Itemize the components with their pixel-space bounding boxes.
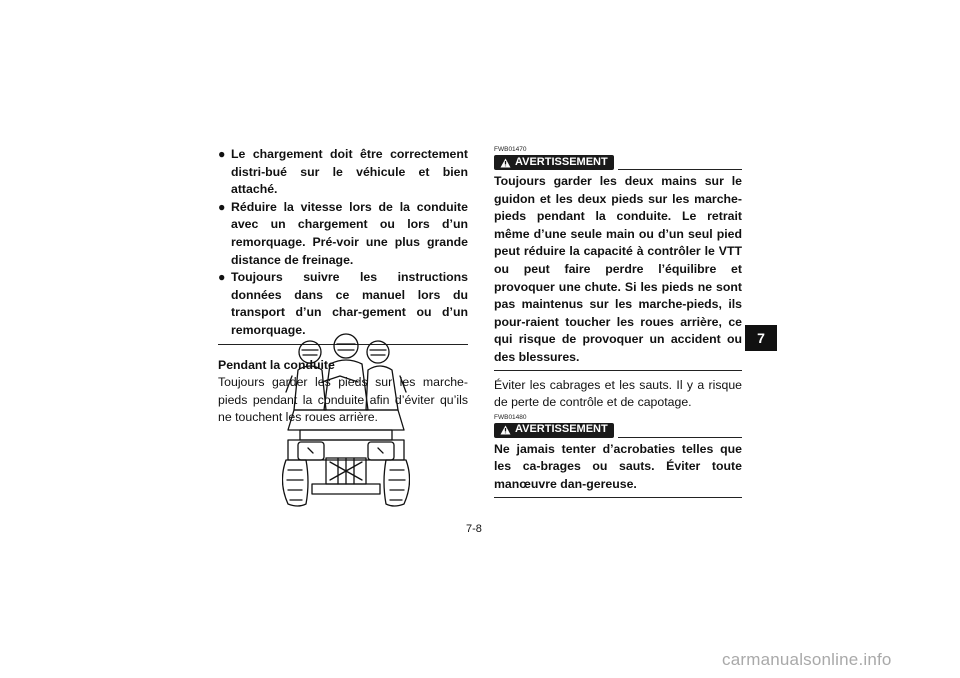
bullet-text: Le chargement doit être correctement distri-bué sur le véhicule et bien attaché. bbox=[231, 147, 468, 197]
warning-label: AVERTISSEMENT bbox=[515, 155, 608, 168]
bullet-item bbox=[218, 269, 468, 339]
bullet-text: Toujours suivre les instructions données dans ce manuel lors du transport d’un char-gement ou d’un remorquage. bbox=[231, 270, 468, 337]
warning-header bbox=[494, 423, 742, 438]
bullet-item bbox=[218, 199, 468, 269]
watermark: carmanualsonline.info bbox=[722, 650, 892, 669]
warning-text: Ne jamais tenter d’acrobaties telles que les ca-brages ou sauts. Éviter toute manœuvre dan-gereuse. bbox=[494, 441, 742, 491]
warning-badge bbox=[494, 423, 614, 438]
warning-triangle-icon bbox=[500, 158, 511, 168]
warning-label: AVERTISSEMENT bbox=[515, 423, 608, 436]
warning-end-rule bbox=[494, 370, 742, 371]
section-body: Toujours garder les pieds sur les marche-pieds pendant la conduite afin d’éviter qu’ils ne touchent les roues arrière. bbox=[218, 375, 468, 425]
warning-triangle-icon bbox=[500, 425, 511, 435]
right-column bbox=[494, 146, 742, 504]
bullet-list bbox=[218, 146, 468, 340]
bullet-icon: ● bbox=[218, 270, 226, 285]
warning-header bbox=[494, 155, 742, 170]
atv-riders-illustration bbox=[282, 330, 410, 510]
warning-code: FWB01470 bbox=[494, 146, 527, 153]
warning-badge bbox=[494, 155, 614, 170]
warning-text: Toujours garder les deux mains sur le guidon et les deux pieds sur les marche-pieds pendant la conduite. Le retrait même d’une seule main ou d’un seul pied peut réduire la capacité à contrôler le VTT ou peut faire perdre l’équilibre et provoquer une chute. Si les pieds ne sont pas maintenus sur les marche-pieds, ils pour-raient toucher les roues arrière, ce qui risque de provoquer un accident ou des blessures. bbox=[494, 174, 742, 364]
warning-end-rule bbox=[494, 497, 742, 498]
warning-rule bbox=[618, 437, 742, 438]
page-number: 7-8 bbox=[466, 523, 482, 535]
chapter-tab: 7 bbox=[745, 325, 777, 351]
body-paragraph: Éviter les cabrages et les sauts. Il y a risque de perte de contrôle et de capotage. bbox=[494, 377, 742, 410]
warning-rule bbox=[618, 169, 742, 170]
bullet-icon: ● bbox=[218, 199, 226, 214]
section-title: Pendant la conduite bbox=[218, 357, 335, 372]
bullet-item bbox=[218, 146, 468, 199]
bullet-text: Réduire la vitesse lors de la conduite avec un chargement ou lors d’un remorquage. Pré-voir une plus grande distance de freinage. bbox=[231, 199, 468, 267]
warning-code: FWB01480 bbox=[494, 413, 527, 421]
bullet-icon: ● bbox=[218, 147, 226, 161]
